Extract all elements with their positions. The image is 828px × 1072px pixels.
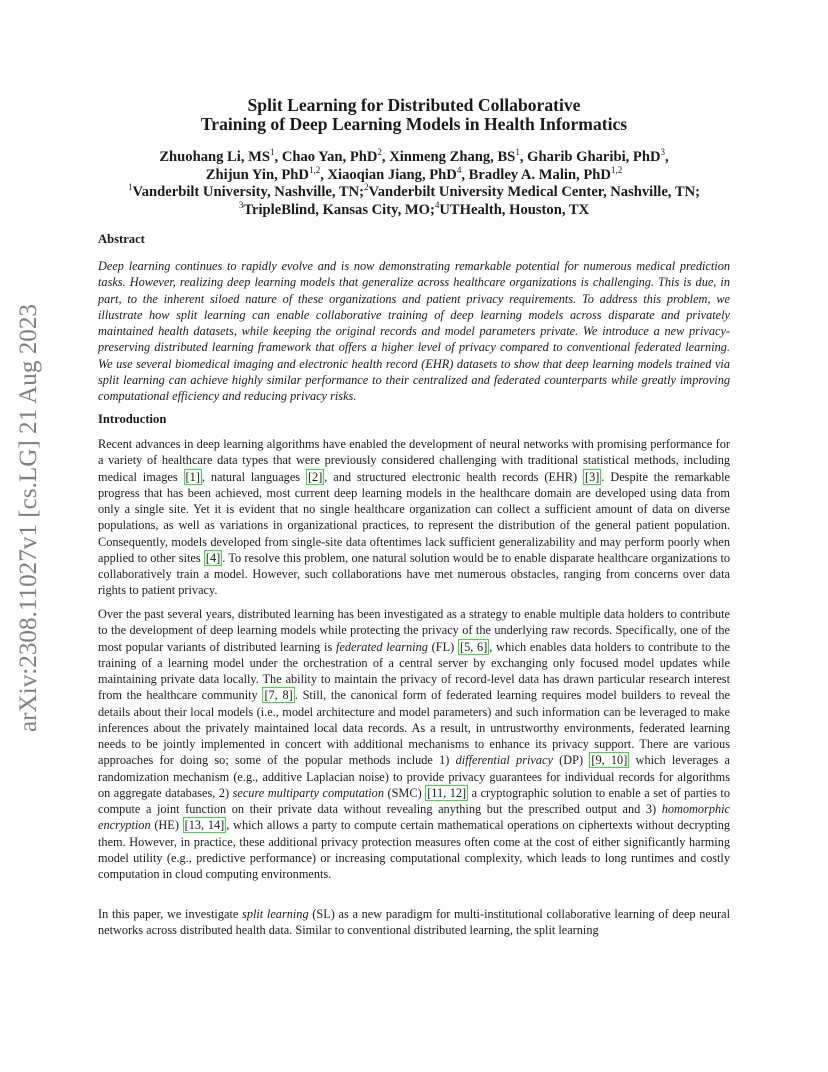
citation-link[interactable]: [2] (307, 469, 323, 484)
affiliation-line-1 (80, 184, 748, 202)
abstract-text: Deep learning continues to rapidly evolve and is now demonstrating remarkable potential for numerous medical prediction tasks. However, realizing deep learning models that generalize across healthcare organizations is challenging. This is due, in part, to the inherent siloed nature of these organizations and patient privacy requirements. To address this problem, we illustrate how split learning can enable collaborative training of deep learning models across disparate and privately maintained health datasets, while keeping the original records and model parameters private. We introduce a new privacy-preserving distributed learning framework that offers a higher level of privacy compared to conventional federated learning. We use several biomedical imaging and electronic health record (EHR) datasets to show that deep learning models trained via split learning can achieve highly similar performance to their centralized and federated counterparts while greatly improving computational efficiency and reducing privacy risks. (98, 259, 730, 403)
paragraph-text: a cryptographic solution to enable a set of parties to compute a joint function on their private data without revealing anything but the prescribed output and 3) (98, 785, 730, 816)
author-block (80, 149, 748, 219)
emphasized-term: federated learning (336, 639, 428, 654)
affiliation-mark: 3 (238, 199, 244, 210)
arxiv-identifier-text: arXiv:2308.11027v1 [cs.LG] 21 Aug 2023 (15, 306, 42, 732)
affiliation-line-2 (80, 199, 748, 220)
citation-link[interactable]: [1] (185, 469, 200, 484)
intro-paragraph-2 (98, 606, 730, 882)
title-line-2: Training of Deep Learning Models in Health Informatics (200, 114, 628, 134)
author-name: Zhijun Yin, PhD (205, 166, 309, 183)
intro-paragraph-3 (98, 906, 730, 939)
citation-link[interactable]: [7, 8] (264, 688, 293, 703)
author-line-1 (80, 149, 748, 167)
affiliation-mark: 1 (128, 182, 133, 193)
author-name: , Gharib Gharibi, PhD (519, 149, 661, 165)
affiliation-mark: 2 (364, 182, 369, 193)
author-name: , Bradley A. Malin, PhD (461, 166, 611, 183)
paragraph-text: . To resolve this problem, one natural solution would be to enable disparate healthcare organizations to collaboratively train a model. However, such collaborations have met numerous obstacles, ranging from concerns over data rights to patient privacy. (98, 550, 731, 598)
paragraph-text: , which enables data holders to contribute to the training of a learning model under the orchestration of a central server by exchanging only focused model updates while maintaining private data locally. The ability to maintain the privacy of record-level data has drawn particular research interest from the healthcare community (98, 639, 731, 703)
paragraph-text: (SL) as a new paradigm for multi-institutional collaborative learning of deep neural networks across distributed health data. Similar to conventional distributed learning, the split learning (98, 907, 730, 938)
abstract-heading: Abstract (98, 232, 145, 246)
paragraph-text: Over the past several years, distributed learning has been investigated as a strategy to enable multiple data holders to contribute to the development of deep learning models while protecting the privacy of the underlying raw records. Specifically, one of the most popular variants of distributed learning is (98, 607, 730, 654)
paper-title (98, 96, 730, 134)
emphasized-term: differential privacy (455, 753, 553, 768)
affiliation: UTHealth, Houston, TX (439, 201, 590, 218)
affiliation: TripleBlind, Kansas City, MO; (243, 201, 435, 218)
paragraph-text: which leverages a randomization mechanism (e.g., additive Laplacian noise) to provide privacy guarantees for individual records for algorithms on aggregate databases, 2) (98, 753, 730, 800)
paragraph-text: (DP) (552, 753, 590, 768)
paragraph-text: (HE) (150, 818, 183, 833)
paragraph-text: . Despite the remarkable progress that has been achieved, most current deep learning models in the healthcare domain are developed using data from only a single site. Yet it is evident that no single healthcare organization can collect a sufficient amount of data on diverse populations, as well as variations in organizational practices, to represent the distribution of the general patient population. Consequently, models developed from single-site data oftentimes lack sufficient generalizability and may perform poorly when applied to other sites (98, 469, 731, 565)
author-name: Zhuohang Li, MS (159, 149, 271, 165)
emphasized-term: secure multiparty computation (232, 785, 384, 800)
citation-link[interactable]: [3] (585, 469, 600, 484)
affiliation-mark: 2 (377, 147, 382, 157)
citation-link[interactable]: [13, 14] (184, 818, 225, 833)
paragraph-text: (FL) (427, 639, 458, 654)
title-line-1: Split Learning for Distributed Collaborative (247, 95, 581, 115)
citation-link[interactable]: [11, 12] (427, 785, 467, 800)
introduction-heading: Introduction (98, 412, 167, 426)
paragraph-text: , and structured electronic health records (EHR) (324, 469, 584, 484)
affiliation-mark: 1 (270, 147, 275, 157)
paragraph-text: Recent advances in deep learning algorithms have enabled the development of neural networks with promising performance for a variety of healthcare data types that were previously considered challenging with traditional statistical methods, including medical images (98, 437, 730, 484)
paragraph-text: In this paper, we investigate (98, 907, 243, 921)
arxiv-identifier-stamp (10, 300, 44, 740)
author-name: , Xiaoqian Jiang, PhD (320, 166, 457, 183)
paragraph-text: (SMC) (383, 785, 426, 800)
author-name: , Chao Yan, PhD (274, 149, 378, 165)
affiliation-mark: 1 (515, 147, 520, 157)
author-separator: , (665, 149, 669, 165)
paragraph-text: . Still, the canonical form of federated learning requires model builders to reveal the details about their local models (i.e., model architecture and model parameters) and such information can be leveraged to make inferences about the privately maintained local data records. As a result, in untrustworthy environments, federated learning needs to be jointly implemented in concert with additional mechanisms to enhance its privacy support. There are various approaches for doing so; some of the popular methods include 1) (98, 688, 730, 768)
affiliation-mark: 4 (434, 199, 440, 210)
citation-link[interactable]: [5, 6] (459, 639, 488, 654)
author-line-2 (80, 164, 748, 185)
affiliation: Vanderbilt University, Nashville, TN; (132, 184, 365, 201)
author-name: , Xinmeng Zhang, BS (381, 149, 516, 165)
affiliation-mark: 1,2 (308, 164, 321, 175)
citation-link[interactable]: [9, 10] (591, 753, 628, 768)
paragraph-text: , natural languages (201, 469, 306, 484)
affiliation: Vanderbilt University Medical Center, Nashville, TN; (368, 184, 700, 201)
paragraph-text: , which allows a party to compute certain mathematical operations on ciphertexts without decrypting them. However, in practice, these additional privacy protection measures often come at the cost of either significantly harming model utility (e.g., predictive performance) or increasing computational complexity, which leads to long runtimes and costly computation in cloud computing environments. (98, 818, 730, 881)
affiliation-mark: 3 (660, 147, 666, 157)
emphasized-term: split learning (242, 907, 309, 921)
affiliation-mark: 4 (456, 164, 462, 175)
citation-link[interactable]: [4] (205, 550, 221, 565)
emphasized-term: homomorphic encryption (98, 802, 730, 833)
affiliation-mark: 1,2 (610, 164, 623, 175)
intro-paragraph-1 (98, 436, 730, 599)
